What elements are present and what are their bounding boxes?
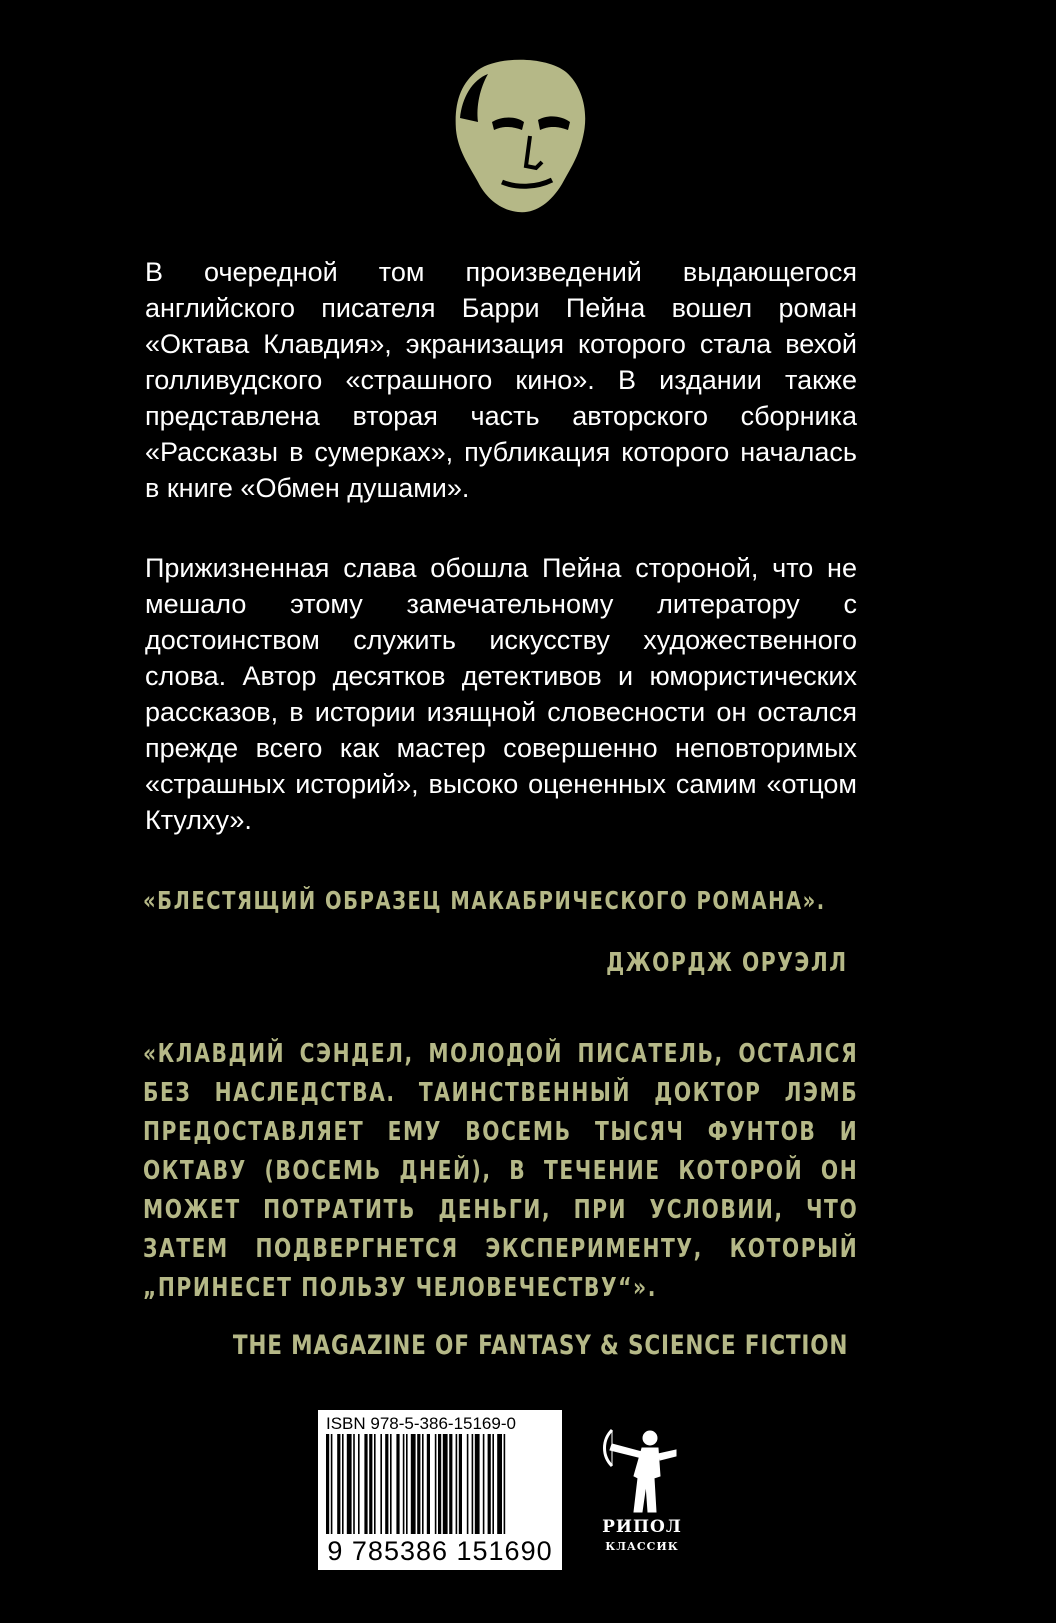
barcode-bar <box>353 1434 355 1534</box>
barcode-bar <box>403 1434 405 1534</box>
barcode-bar <box>326 1434 329 1534</box>
barcode-bar <box>347 1434 352 1534</box>
barcode-bar <box>449 1434 452 1534</box>
barcode-bar <box>364 1434 367 1534</box>
quote-1-text: «БЛЕСТЯЩИЙ ОБРАЗЕЦ МАКАБРИЧЕСКОГО РОМАНА». <box>143 886 826 915</box>
barcode-bar <box>358 1434 360 1534</box>
barcode-bars <box>324 1434 556 1534</box>
barcode-bar <box>390 1434 392 1534</box>
barcode-bar <box>488 1434 491 1534</box>
barcode-bar <box>337 1434 340 1534</box>
barcode-bar <box>435 1434 437 1534</box>
barcode-bar <box>427 1434 430 1534</box>
publisher-name: РИПОЛ <box>602 1517 682 1537</box>
description-paragraph-2: Прижизненная слава обошла Пейна стороной, что не мешало этому замечательному литератору с достоинством служить искусству художественного слова. Автор десятков детективов и юмористических рассказов, в истории изящной словесности он остался прежде всего как мастер совершенно неповторимых «страшных историй», высоко оцененных самим «отцом Ктулху». <box>145 553 857 835</box>
barcode-bar <box>374 1434 376 1534</box>
barcode-bar <box>342 1434 344 1534</box>
quote-2-author: THE MAGAZINE OF FANTASY & SCIENCE FICTION <box>232 1330 848 1361</box>
quote-2-text: «КЛАВДИЙ СЭНДЕЛ, МОЛОДОЙ ПИСАТЕЛЬ, ОСТАЛСЯ БЕЗ НАСЛЕДСТВА. ТАИНСТВЕННЫЙ ДОКТОР ЛЭМБ ПРЕДОСТАВЛЯЕТ ЕМУ ВОСЕМЬ ТЫСЯЧ ФУНТОВ И ОКТАВУ (ВОСЕМЬ ДНЕЙ), В ТЕЧЕНИЕ КОТОРОЙ ОН МОЖЕТ ПОТРАТИТЬ ДЕНЬГИ, ПРИ УСЛОВИИ, ЧТО ЗАТЕМ ПОДВЕРГНЕТСЯ ЭКСПЕРИМЕНТУ, КОТОРЫЙ „ПРИНЕСЕТ ПОЛЬЗУ ЧЕЛОВЕЧЕСТВУ“». <box>143 1039 859 1303</box>
isbn-label: ISBN 978-5-386-15169-0 <box>326 1414 516 1433</box>
barcode-bar <box>380 1434 382 1534</box>
barcode-bar <box>396 1434 399 1534</box>
archer-logo-icon <box>598 1420 684 1516</box>
barcode-bar <box>369 1434 372 1534</box>
barcode-bar <box>438 1434 441 1534</box>
barcode-bar <box>497 1434 502 1534</box>
barcode-bar <box>406 1434 408 1534</box>
publisher-subtitle: КЛАССИК <box>605 1540 679 1553</box>
quote-1-author: ДЖОРДЖ ОРУЭЛЛ <box>606 948 848 978</box>
barcode-bar <box>422 1434 424 1534</box>
isbn-barcode <box>318 1410 562 1570</box>
barcode-bar <box>475 1434 480 1534</box>
barcode-bar <box>504 1434 506 1534</box>
barcode-bar <box>472 1434 474 1534</box>
barcode-bar <box>467 1434 469 1534</box>
barcode-bar <box>459 1434 462 1534</box>
barcode-bar <box>443 1434 448 1534</box>
description-paragraph-1: В очередной том произведений выдающегося английского писателя Барри Пейна вошел роман «Октава Клавдия», экранизация которого стала вехой голливудского «страшного кино». В издании также представлена вторая часть авторского сборника «Рассказы в сумерках», публикация которого началась в книге «Обмен душами». <box>145 257 857 503</box>
barcode-bar <box>331 1434 333 1534</box>
barcode-bar <box>483 1434 485 1534</box>
author-portrait-icon <box>438 58 602 214</box>
barcode-bar <box>492 1434 494 1534</box>
barcode-digits: 9 785386 151690 <box>327 1536 553 1566</box>
barcode-bar <box>417 1434 420 1534</box>
barcode-bar <box>411 1434 416 1534</box>
barcode-bar <box>385 1434 388 1534</box>
barcode-bar <box>456 1434 458 1534</box>
